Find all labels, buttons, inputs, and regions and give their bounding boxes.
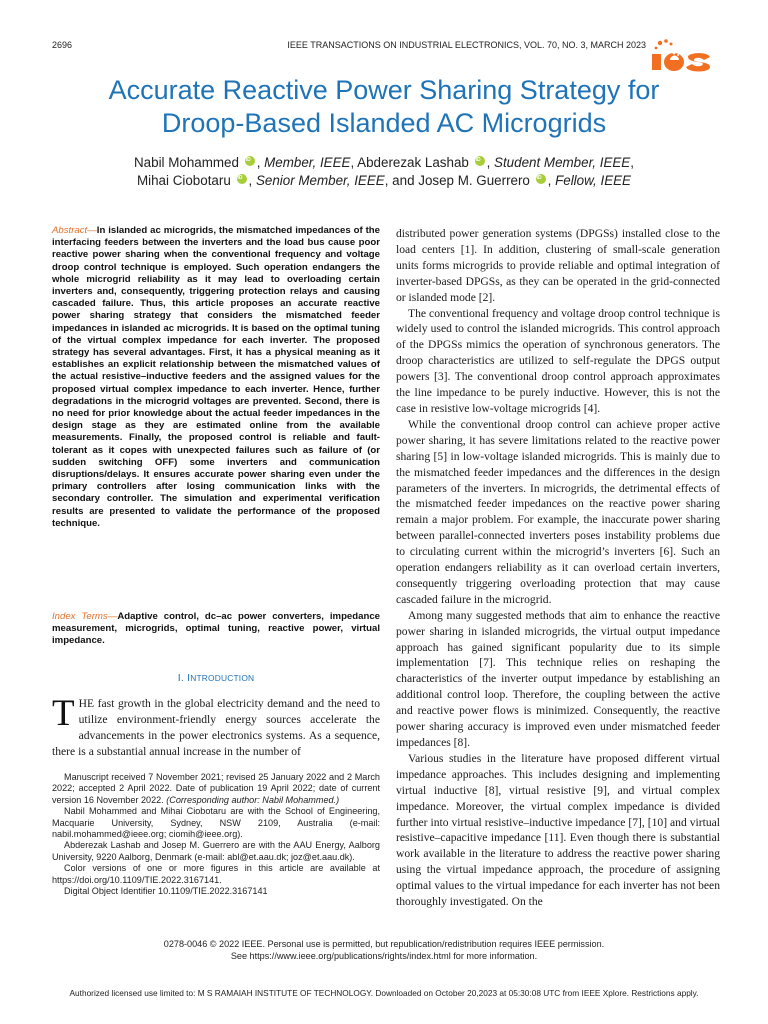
footnote-manuscript [52, 772, 380, 806]
author-conjunction: and [392, 173, 415, 189]
orcid-icon[interactable] [237, 174, 247, 184]
license-footer: Authorized licensed use limited to: M S RAMAIAH INSTITUTE OF TECHNOLOGY. Downloaded on October 20,2023 at 05:30:08 UTC from IEEE Xplore. Restrictions apply. [69, 988, 699, 998]
author-name: Mihai Ciobotaru [136, 173, 231, 189]
author-line-1: Nabil Mohammed iD , Member, IEEE, Abderezak Lashab iD , Student Member, IEEE, [0, 154, 768, 172]
body-paragraph: Various studies in the literature have proposed different virtual impedance approaches. This includes designing and implementing virtual inductive [8], virtual resistive [9], and virtual complex impedance. Moreover, the virtual complex impedance is divided further into virtual resistive–inductive impedance [7], [10] and virtual resistive–capacitive impedance [11]. Even though there is substantial work available in the literature to address the reactive power sharing using the virtual impedance approach, the procedure of assigning optimal values to the virtual impedance for each inverter has not been thoroughly investigated. On the [396, 751, 720, 909]
orcid-icon[interactable] [475, 156, 485, 166]
index-terms [52, 611, 380, 648]
introduction-paragraph [52, 693, 380, 760]
abstract [52, 225, 380, 530]
section-heading [52, 672, 380, 684]
page-number: 2696 [52, 40, 73, 50]
body-paragraph: While the conventional droop control can achieve proper active power sharing, it has severe limitations related to the reactive power sharing [5] in low-voltage islanded microgrids. This is mainly due to the mismatched feeder impedances and the differences in the design parameters of the inverters. In microgrids, the detrimental effects of the mismatched feeder impedances on the reactive power sharing remain a major problem. For example, the inaccurate power sharing between parallel-connected inverters poses instability problems due to circulating current within the microgrid’s inverters [6]. Such an operation endangers reliability as it can overload certain inverters, consequently triggering overloading protection that may cause cascaded failure in the microgrid. [396, 417, 720, 606]
footnote-doi: Digital Object Identifier 10.1109/TIE.2022.3167141 [64, 886, 268, 897]
section-title-initial: I [187, 672, 191, 684]
intro-text: HE fast growth in the global electricity demand and the need to utilize environment-friendly energy sources accelerate the advancements in the power electronics systems. As a sequence, there is a substantial annual increase in the number of [52, 697, 380, 758]
article-title [0, 74, 768, 140]
author-line-2: Mihai Ciobotaru iD , Senior Member, IEEE, and Josep M. Guerrero iD , Fellow, IEEE [0, 172, 768, 190]
footnote-affiliation-2: Abderezak Lashab and Josep M. Guerrero are with the AAU Energy, Aalborg University, 9220 Aalborg, Denmark (e-mail: abl@et.aau.dk; joz@et.aau.dk). [52, 840, 380, 862]
journal-header: IEEE TRANSACTIONS ON INDUSTRIAL ELECTRONICS, VOL. 70, NO. 3, MARCH 2023 [287, 40, 646, 50]
orcid-icon[interactable] [536, 174, 546, 184]
drop-cap: T [52, 693, 75, 734]
author-role: Student Member, IEEE [494, 155, 631, 170]
abstract-text: In islanded ac microgrids, the mismatched impedances of the interfacing feeders between the inverters and the load bus cause poor reactive power sharing when the conventional frequency and voltage droop control technique is employed. Such operation endangers the whole microgrid reliability as it may lead to overloading certain inverters and, consequently, triggering protection relays and causing cascaded failure. Thus, this article proposes an accurate reactive power sharing strategy that considers the mismatched feeder impedances in islanded ac microgrids. It is based on the optimal tuning of the virtual complex impedance for each inverter. The proposed strategy has several advantages. First, it has a physical meaning as it establishes an explicit relationship between the mismatched values of the actual resistive–inductive feeders and the assigned values for the proposed virtual complex impedance to each inverter. Hence, further degradations in the microgrid voltages are prevented. Second, there is no need for prior knowledge about the actual feeder impedances in the design stage as they are estimated online from the available measurements. Finally, the proposed control is reliable and fault-tolerant as it copes with unexpected failures such as failure of (or sudden switching OFF) some inverters and communication disruptions/delays. It ensures accurate power sharing even under the primary controllers after losing communication links with the secondary controller. The simulation and experimental verification results are presented to validate the performance of the proposed technique. [52, 225, 380, 529]
orcid-icon[interactable] [245, 156, 255, 166]
title-line-2: Droop-Based Islanded AC Microgrids [161, 107, 607, 138]
title-line-1: Accurate Reactive Power Sharing Strategy for [108, 75, 660, 105]
author-list [0, 154, 768, 190]
footnote-affiliation-1: Nabil Mohammed and Mihai Ciobotaru are with the School of Engineering, Macquarie University, Sydney, NSW 2109, Australia (e-mail: nabil.mohammed@ieee.org; ciomih@ieee.org). [52, 806, 380, 840]
author-role: Fellow, IEEE [555, 173, 631, 189]
copyright-line-2[interactable]: See https://www.ieee.org/publications/rights/index.html for more information. [230, 951, 538, 961]
author-role: Member, IEEE [264, 155, 351, 170]
footnote-dates: Manuscript received 7 November 2021; revised 25 January 2022 and 2 March 2022; accepted 2 April 2022. Date of publication 19 April 2022; date of current version 16 November 2022. [52, 772, 380, 805]
abstract-label: Abstract— [52, 225, 97, 236]
footnotes [52, 772, 380, 897]
section-numeral: I. [177, 672, 184, 684]
index-terms-label: Index Terms— [52, 611, 118, 622]
copyright-line-1: 0278-0046 © 2022 IEEE. Personal use is permitted, but republication/redistribution requires IEEE permission. [163, 939, 605, 949]
footnote-corresponding: (Corresponding author: Nabil Mohammed.) [166, 794, 340, 805]
body-paragraph: Among many suggested methods that aim to enhance the reactive power sharing in islanded microgrids, the virtual output impedance approach has gained significant popularity due to its simple implementation [7]. This technique relies on reshaping the characteristics of the inverter output impedance by establishing an additional control loop. Therefore, the coupling between the active and reactive power flows is minimized. Consequently, the reactive power sharing accuracy is improved even under mismatched feeder impedances [8]. [396, 608, 720, 749]
author-name: Josep M. Guerrero [418, 173, 530, 189]
copyright-notice [0, 938, 768, 962]
author-role: Senior Member, IEEE [255, 173, 385, 189]
footnote-color-versions[interactable]: Color versions of one or more figures in this article are available at https://doi.org/10.1109/TIE.2022.3167141. [52, 863, 380, 885]
author-name: Abderezak Lashab [357, 155, 469, 170]
author-name: Nabil Mohammed [134, 155, 239, 170]
body-paragraph: The conventional frequency and voltage droop control technique is widely used to control the islanded microgrids. This control approach of the DPGSs mimics the operation of synchronous generators. The droop characteristics are utilized to self-regulate the DPGS output powers [3]. The conventional droop control approach approximates the line impedance to be purely inductive. However, this is not the case in resistive low-voltage microgrids [4]. [396, 306, 720, 415]
body-paragraph: distributed power generation systems (DPGSs) installed close to the load centers [1]. In addition, clustering of small-scale generation units forms microgrids to provide reliable and optimal integration of inverter-based DPGSs, as they can be operated in the grid-connected or islanded mode [2]. [396, 227, 720, 304]
right-column-body [396, 226, 720, 910]
ies-logo [650, 38, 722, 72]
section-title-rest: NTRODUCTION [190, 673, 255, 683]
index-terms-text: Adaptive control, dc–ac power converters, impedance measurement, microgrids, optimal tuning, reactive power, virtual impedance. [52, 611, 380, 647]
